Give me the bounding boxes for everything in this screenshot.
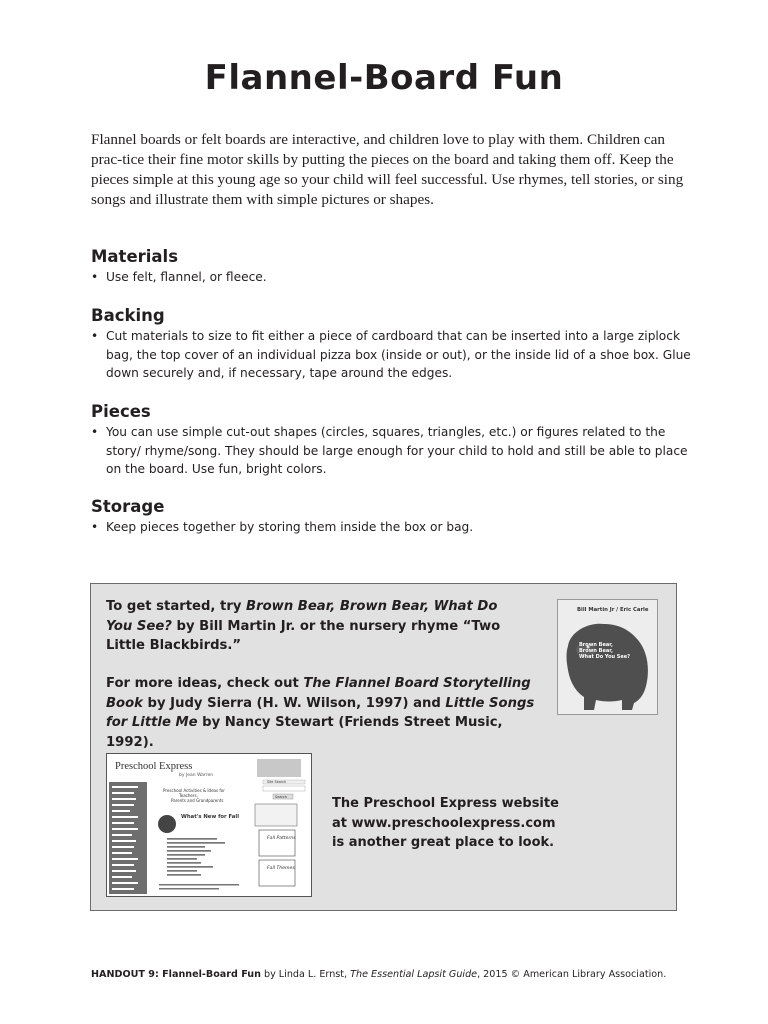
pumpkin-icon bbox=[158, 815, 176, 833]
storage-list bbox=[91, 518, 691, 537]
whats-new-label: What's New for Fall bbox=[181, 814, 240, 820]
book-title-storytelling: The Flannel Board Storytelling Book bbox=[106, 676, 531, 711]
backing-list bbox=[91, 327, 691, 383]
footer-citation: HANDOUT 9: Flannel-Board Fun by Linda L. Ernst, The Essential Lapsit Guide, 2015 © American Library Association. bbox=[91, 969, 667, 980]
heading-storage: Storage bbox=[91, 497, 165, 516]
search-button-label: Search bbox=[275, 795, 288, 799]
fall-themes-badge: Fall Themes bbox=[267, 866, 295, 871]
site-search-label: Site Search bbox=[267, 780, 287, 784]
fall-patterns-badge: Fall Patterns bbox=[267, 836, 296, 841]
list-item: • Cut materials to size to fit either a piece of cardboard that can be inserted into a large ziplock bag, the top cover of an individual pizza box (inside or out), or the inside lid of a shoe box. Glue down securely and, if necessary, tape around the edges. bbox=[91, 329, 691, 380]
handout-label: HANDOUT 9: Flannel-Board Fun bbox=[91, 969, 261, 980]
list-item: • Keep pieces together by storing them inside the box or bag. bbox=[91, 518, 691, 537]
bullet-icon: • bbox=[91, 270, 99, 284]
svg-text:Preschool Activities & Ideas f: Preschool Activities & Ideas for Teachers, Parents and Grandparents bbox=[163, 788, 225, 803]
getting-started-text: To get started, try Brown Bear, Brown Bear, What Do You See? by Bill Martin Jr. or the nursery rhyme “Two Little Blackbirds.” bbox=[106, 599, 501, 653]
bullet-icon: • bbox=[91, 425, 99, 439]
intro-paragraph: Flannel boards or felt boards are interactive, and children love to play with them. Children can prac-tice their fine motor skills by putting the pieces on the board and taking them off. Keep the pieces simple at this young age so your child will feel successful. Use rhymes, tell stories, or sing songs and illustrate them with simple pictures or shapes. bbox=[91, 131, 684, 208]
book-title-little-songs: Little Songs for Little Me bbox=[106, 695, 535, 730]
list-item: • You can use simple cut-out shapes (circles, squares, triangles, etc.) or figures related to the story/ rhyme/song. They should be large enough for your child to hold and still be able to place on the board. Use fun, bright colors. bbox=[91, 425, 688, 476]
list-item: • Use felt, flannel, or fleece. bbox=[91, 268, 691, 287]
resources-box bbox=[90, 583, 677, 911]
bullet-icon: • bbox=[91, 329, 99, 343]
heading-pieces: Pieces bbox=[91, 402, 151, 421]
pieces-list bbox=[91, 423, 691, 479]
brown-bear-book-cover bbox=[557, 599, 658, 715]
preschool-express-screenshot bbox=[106, 753, 312, 897]
book-authors: Bill Martin Jr / Eric Carle bbox=[577, 607, 649, 613]
website-text: The Preschool Express website at www.preschoolexpress.com is another great place to look. bbox=[332, 796, 559, 850]
materials-list bbox=[91, 268, 691, 287]
more-ideas-text: For more ideas, check out The Flannel Board Storytelling Book by Judy Sierra (H. W. Wilson, 1997) and Little Songs for Little Me by Nancy Stewart (Friends Street Music, 1992). bbox=[106, 676, 535, 750]
svg-text:Brown Bear, Brown Bear: Brown Bear, Brown Bear, What Do You See? bbox=[579, 642, 631, 660]
bullet-icon: • bbox=[91, 520, 99, 534]
heading-materials: Materials bbox=[91, 247, 179, 266]
book-title-brown-bear: Brown Bear, Brown Bear, What Do You See? bbox=[106, 599, 498, 634]
site-byline: by Jean Warren bbox=[179, 773, 214, 778]
train-logo-icon bbox=[257, 759, 301, 777]
site-name: Preschool Express bbox=[115, 761, 193, 772]
page-title: Flannel-Board Fun bbox=[204, 58, 564, 98]
footer-book-title: The Essential Lapsit Guide bbox=[350, 969, 478, 980]
heading-backing: Backing bbox=[91, 306, 165, 325]
